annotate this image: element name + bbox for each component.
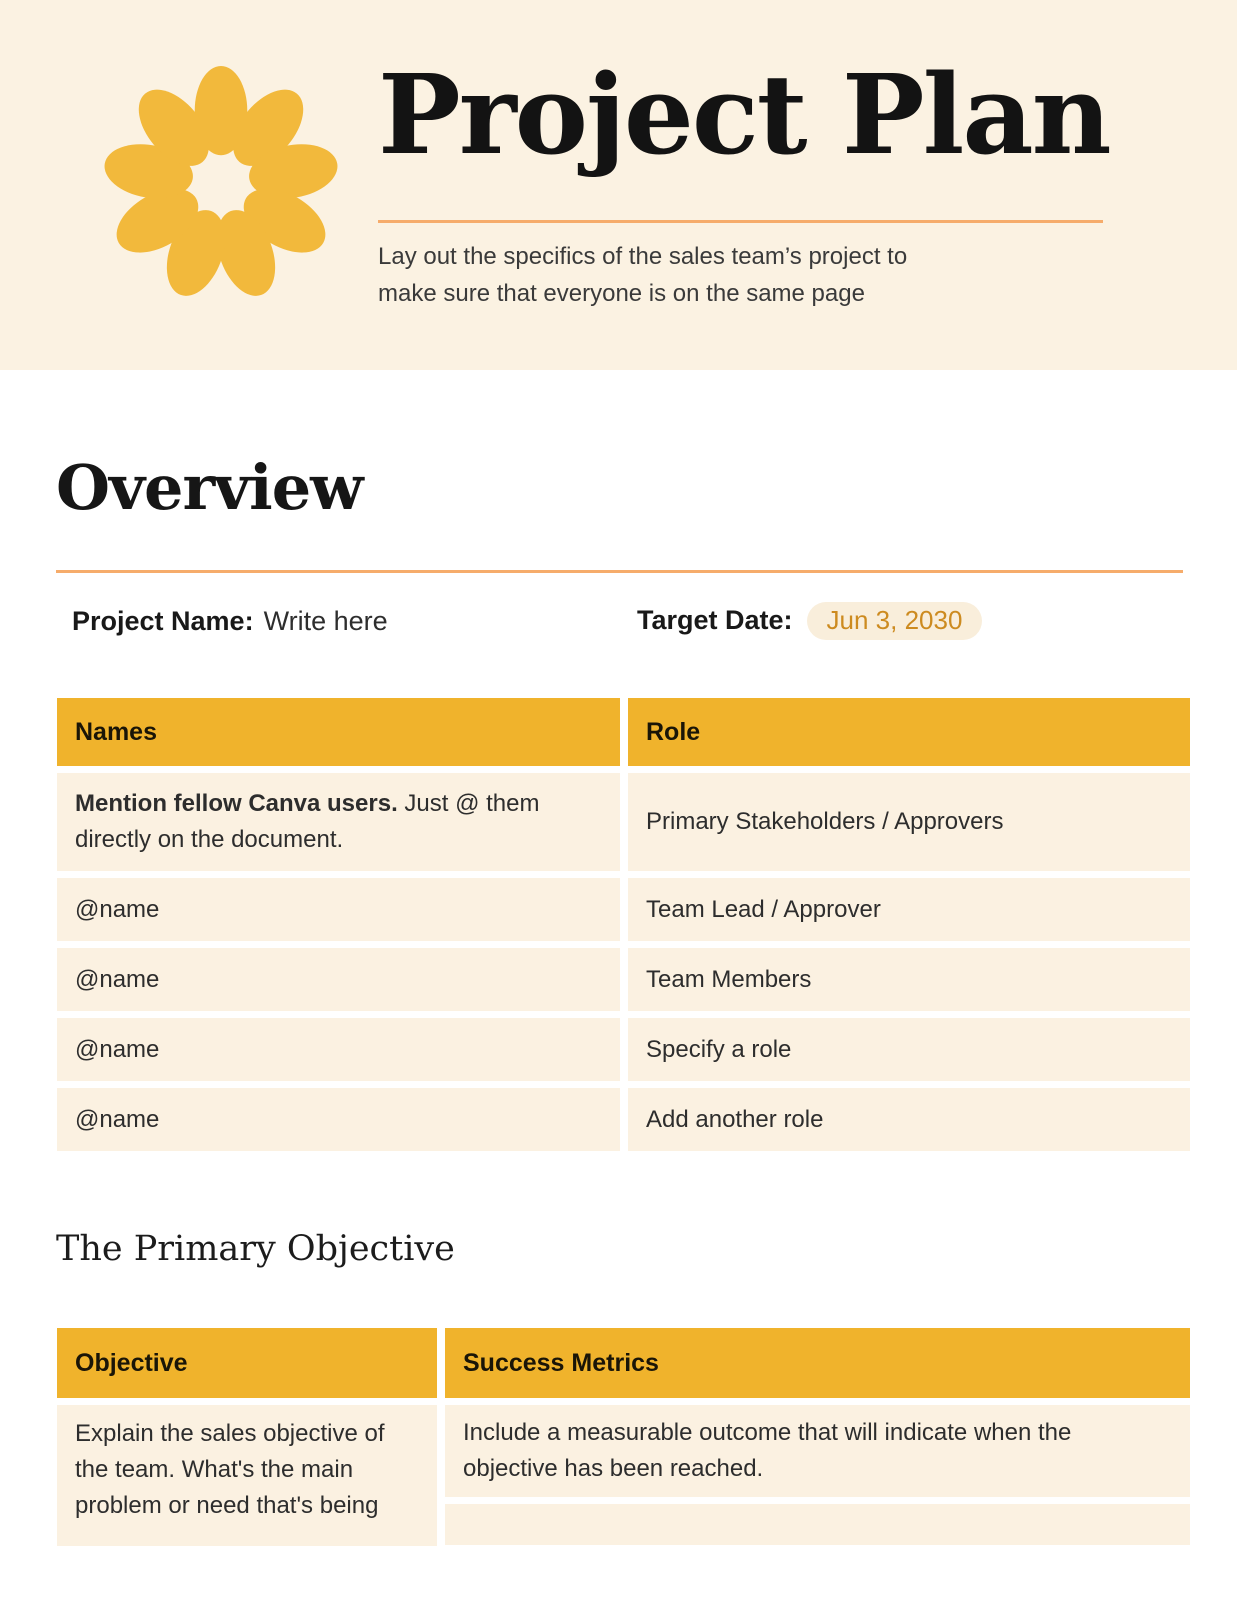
team-role-cell-0[interactable]: Primary Stakeholders / Approvers [628,773,1190,871]
target-date-pill[interactable]: Jun 3, 2030 [807,602,983,640]
overview-divider [56,570,1183,573]
team-table-header-role: Role [628,698,1190,766]
team-name-cell-3[interactable]: @name [57,1018,620,1081]
team-name-cell-0-rest: Just @ them directly on the document. [75,790,540,853]
objective-table [57,1328,1190,1546]
team-role-cell-2[interactable]: Team Members [628,948,1190,1011]
target-date-field [637,602,982,640]
subtitle-line-1: Lay out the specifics of the sales team’s project to [378,243,908,270]
subtitle-line-2: make sure that everyone is on the same page [378,279,865,307]
project-name-value[interactable]: Write here [263,606,388,636]
page-subtitle [378,239,1105,313]
team-table [57,698,1190,1151]
title-divider [378,220,1103,223]
page-title: Project Plan [378,50,1110,179]
overview-heading: Overview [56,451,363,524]
success-metrics-text-cell[interactable]: Include a measurable outcome that will indicate when the objective has been reached. [445,1405,1190,1497]
team-name-cell-2[interactable]: @name [57,948,620,1011]
team-name-cell-1[interactable]: @name [57,878,620,941]
target-date-label: Target Date: [637,605,793,636]
success-metrics-empty-cell[interactable] [445,1504,1190,1545]
team-name-cell-4[interactable]: @name [57,1088,620,1151]
title-block [378,50,1110,313]
objective-text-cell[interactable]: Explain the sales objective of the team. What's the main problem or need that's being [57,1405,437,1546]
team-role-cell-3[interactable]: Specify a role [628,1018,1190,1081]
document-banner [0,0,1237,370]
success-metrics-header: Success Metrics [445,1328,1190,1398]
team-table-header-names: Names [57,698,620,766]
team-name-cell-0[interactable] [57,773,620,871]
project-name-field [72,606,388,637]
team-role-cell-1[interactable]: Team Lead / Approver [628,878,1190,941]
objective-column [57,1328,437,1546]
team-name-cell-0-bold: Mention fellow Canva users. [75,790,398,817]
objective-header: Objective [57,1328,437,1398]
objective-heading: The Primary Objective [56,1229,455,1269]
team-role-cell-4[interactable]: Add another role [628,1088,1190,1151]
success-metrics-column [445,1328,1190,1546]
project-name-label: Project Name: [72,606,254,636]
flower-icon [102,65,340,303]
